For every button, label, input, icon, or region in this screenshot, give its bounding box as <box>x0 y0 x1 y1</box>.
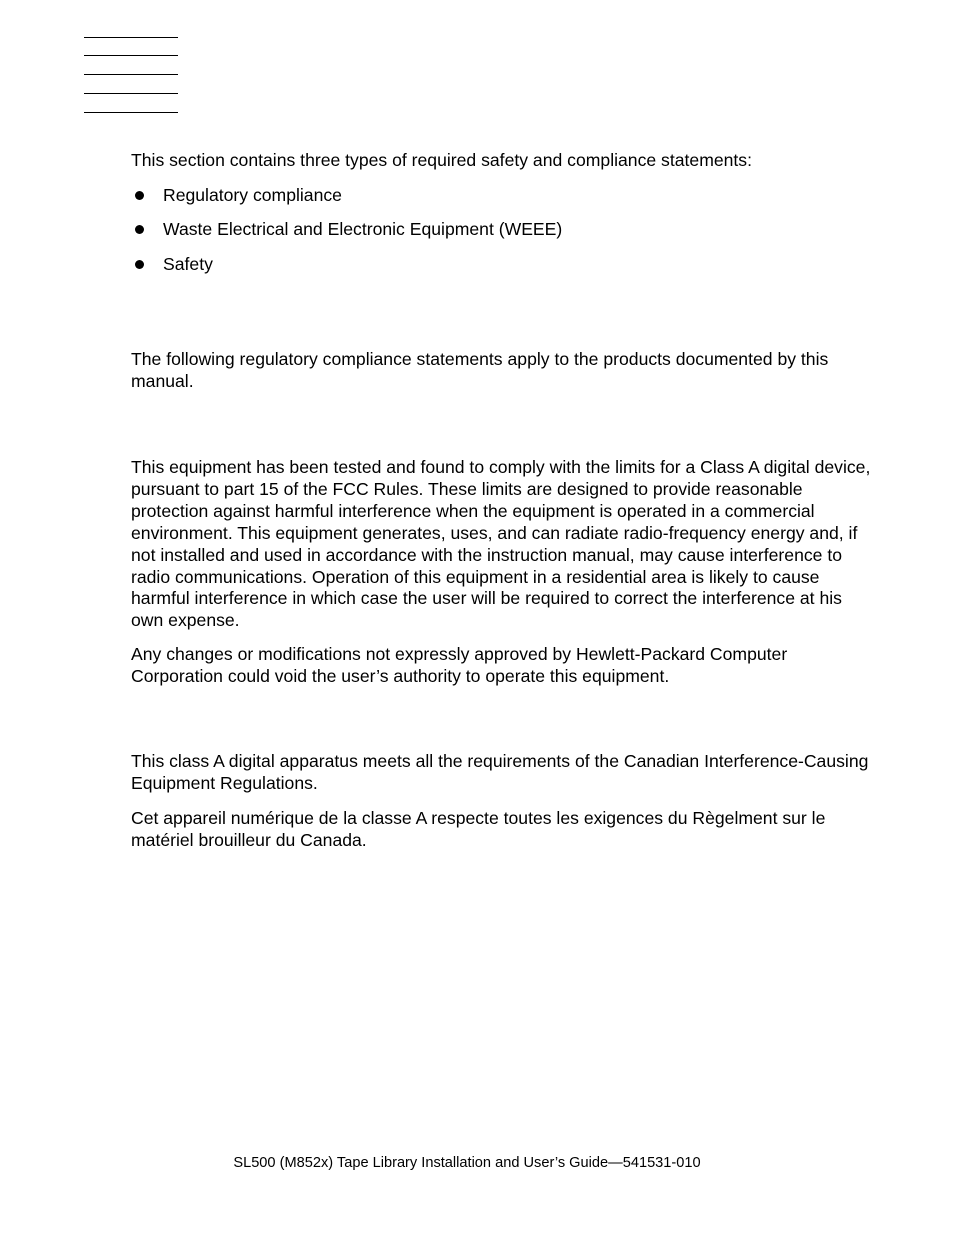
header-rule <box>84 37 178 38</box>
regulatory-intro-paragraph: The following regulatory compliance statements apply to the products documented by this manual. <box>131 349 829 391</box>
bullet-icon <box>135 225 144 234</box>
canada-english-paragraph: This class A digital apparatus meets all the requirements of the Canadian Interference-Causing Equipment Regulations. <box>131 751 869 793</box>
bullet-icon <box>135 191 144 200</box>
list-item-text: Waste Electrical and Electronic Equipment (WEEE) <box>163 219 563 239</box>
fcc-paragraph: This equipment has been tested and found to comply with the limits for a Class A digital device, pursuant to part 15 of the FCC Rules. These limits are designed to provide reasonable protection against harmful interference when the equipment is operated in a commercial environment. This equipment generates, uses, and can radiate radio-frequency energy and, if not installed and used in accordance with the instruction manual, may cause interference to radio communications. Operation of this equipment in a residential area is likely to cause harmful interference in which case the user will be required to correct the interference at his own expense. <box>131 457 871 631</box>
fcc-modifications-paragraph: Any changes or modifications not expressly approved by Hewlett-Packard Computer Corporation could void the user’s authority to operate this equipment. <box>131 644 788 686</box>
page-footer: SL500 (M852x) Tape Library Installation and User’s Guide—541531-010 <box>233 1155 701 1171</box>
list-item-text: Regulatory compliance <box>163 185 342 205</box>
list-item-text: Safety <box>163 254 213 274</box>
canada-french-paragraph: Cet appareil numérique de la classe A respecte toutes les exigences du Règelment sur le matériel brouilleur du Canada. <box>131 808 826 850</box>
bullet-icon <box>135 260 144 269</box>
header-rule <box>84 112 178 113</box>
intro-paragraph: This section contains three types of required safety and compliance statements: <box>131 150 752 170</box>
header-rule <box>84 55 178 56</box>
header-rule <box>84 93 178 94</box>
header-rule <box>84 74 178 75</box>
